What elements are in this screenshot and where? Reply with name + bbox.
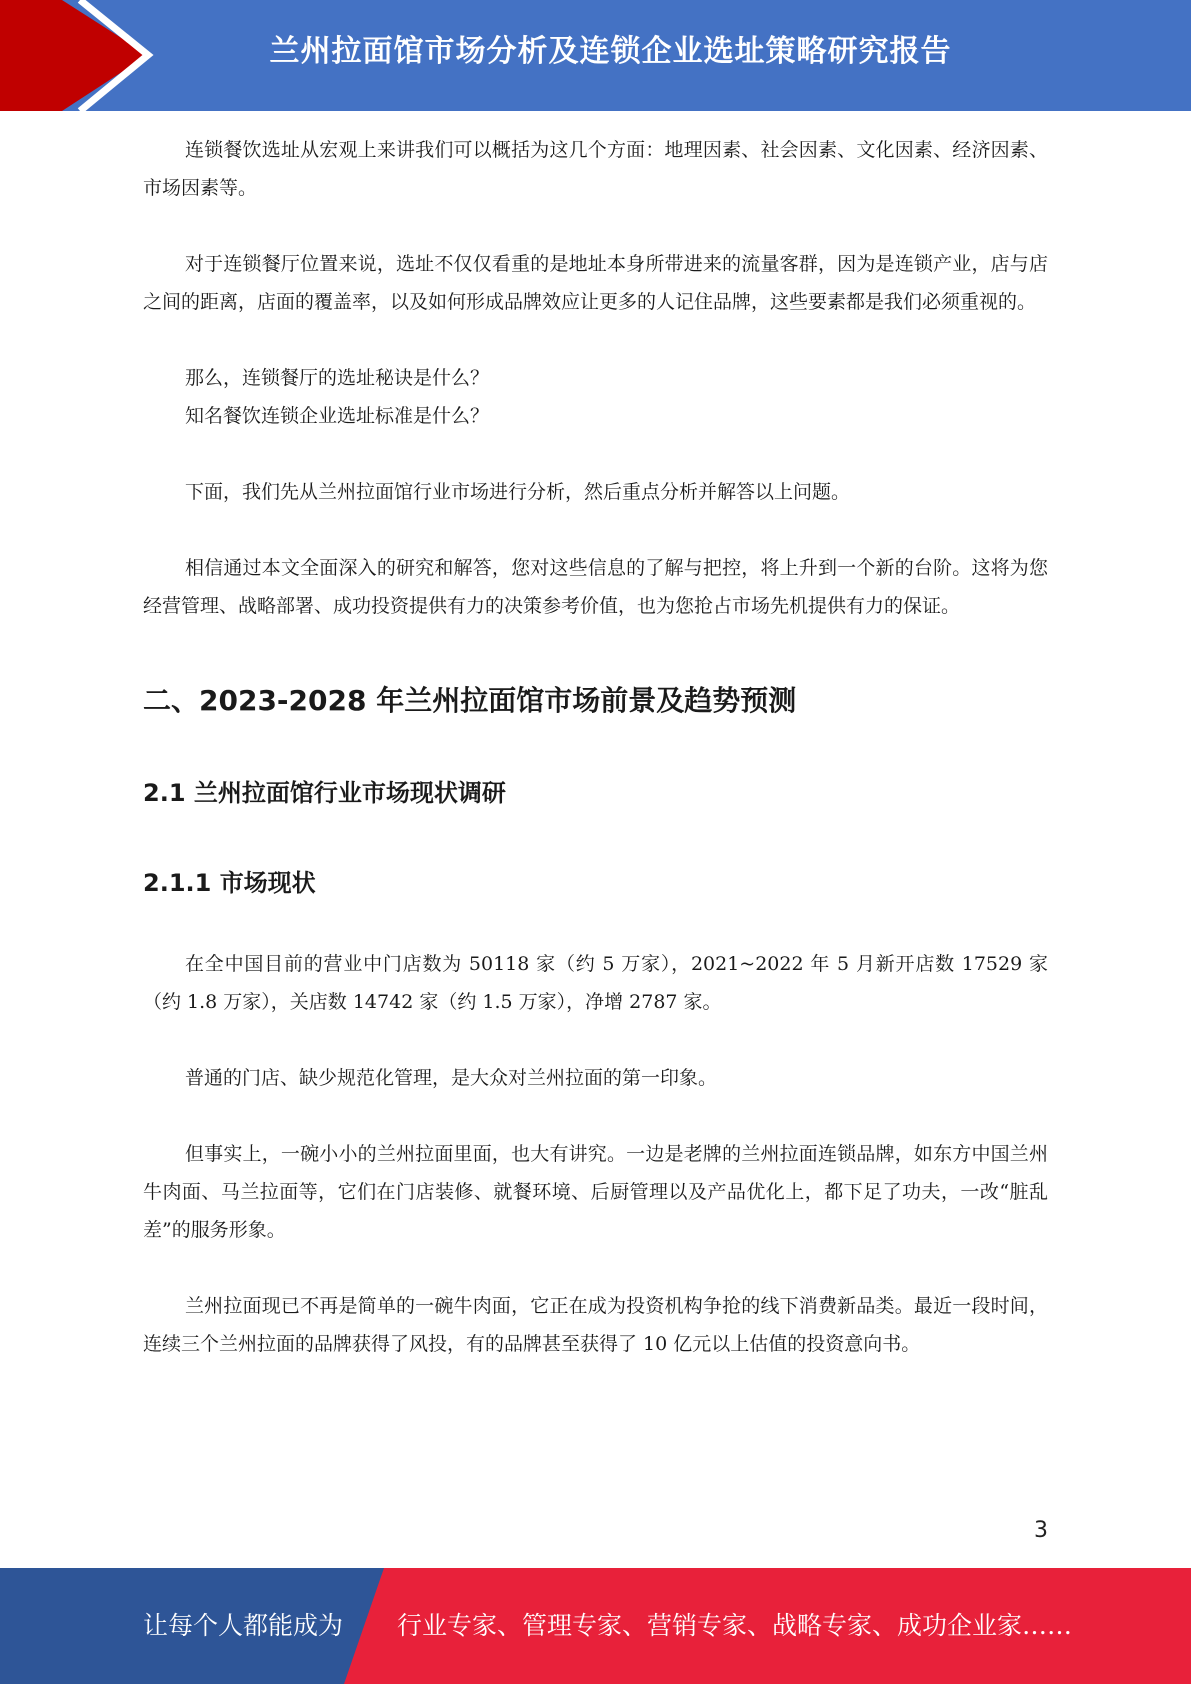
subsubsection-heading: 2.1.1 市场现状 <box>143 869 316 897</box>
paragraph: 知名餐饮连锁企业选址标准是什么？ <box>185 405 490 427</box>
paragraph: 在全中国目前的营业中门店数为 50118 家（约 5 万家），2021~2022 年 5 月新开店数 17529 家（约 1.8 万家），关店数 14742 家（约 1.5 万家），净增 2787 家。 <box>143 953 1048 1013</box>
page-content <box>143 131 1048 1363</box>
header-red-arrow <box>0 0 148 111</box>
paragraph: 下面，我们先从兰州拉面馆行业市场进行分析，然后重点分析并解答以上问题。 <box>185 481 851 503</box>
paragraph: 连锁餐饮选址从宏观上来讲我们可以概括为这几个方面：地理因素、社会因素、文化因素、经济因素、市场因素等。 <box>143 139 1048 199</box>
paragraph: 兰州拉面现已不再是简单的一碗牛肉面，它正在成为投资机构争抢的线下消费新品类。最近一段时间，连续三个兰州拉面的品牌获得了风投，有的品牌甚至获得了 10 亿元以上估值的投资意向书。 <box>143 1295 1048 1355</box>
page-number: 3 <box>1034 1518 1048 1543</box>
footer-slogan-right: 行业专家、管理专家、营销专家、战略专家、成功企业家…… <box>397 1611 1073 1640</box>
paragraph: 那么，连锁餐厅的选址秘诀是什么？ <box>185 367 490 389</box>
paragraph: 但事实上，一碗小小的兰州拉面里面，也大有讲究。一边是老牌的兰州拉面连锁品牌，如东方中国兰州牛肉面、马兰拉面等，它们在门店装修、就餐环境、后厨管理以及产品优化上，都下足了功夫，一改“脏乱差”的服务形象。 <box>143 1143 1048 1241</box>
subsection-heading: 2.1 兰州拉面馆行业市场现状调研 <box>143 779 506 807</box>
paragraph: 对于连锁餐厅位置来说，选址不仅仅看重的是地址本身所带进来的流量客群，因为是连锁产业，店与店之间的距离，店面的覆盖率，以及如何形成品牌效应让更多的人记住品牌，这些要素都是我们必须重视的。 <box>143 253 1048 313</box>
page-header <box>0 0 1191 111</box>
paragraph: 相信通过本文全面深入的研究和解答，您对这些信息的了解与把控，将上升到一个新的台阶。这将为您经营管理、战略部署、成功投资提供有力的决策参考价值，也为您抢占市场先机提供有力的保证。 <box>143 557 1048 617</box>
paragraph: 普通的门店、缺少规范化管理，是大众对兰州拉面的第一印象。 <box>185 1067 718 1089</box>
page-footer <box>0 1568 1191 1684</box>
footer-slogan-left: 让每个人都能成为 <box>143 1611 344 1640</box>
report-title: 兰州拉面馆市场分析及连锁企业选址策略研究报告 <box>269 34 952 69</box>
section-heading: 二、2023-2028 年兰州拉面馆市场前景及趋势预测 <box>143 684 797 717</box>
